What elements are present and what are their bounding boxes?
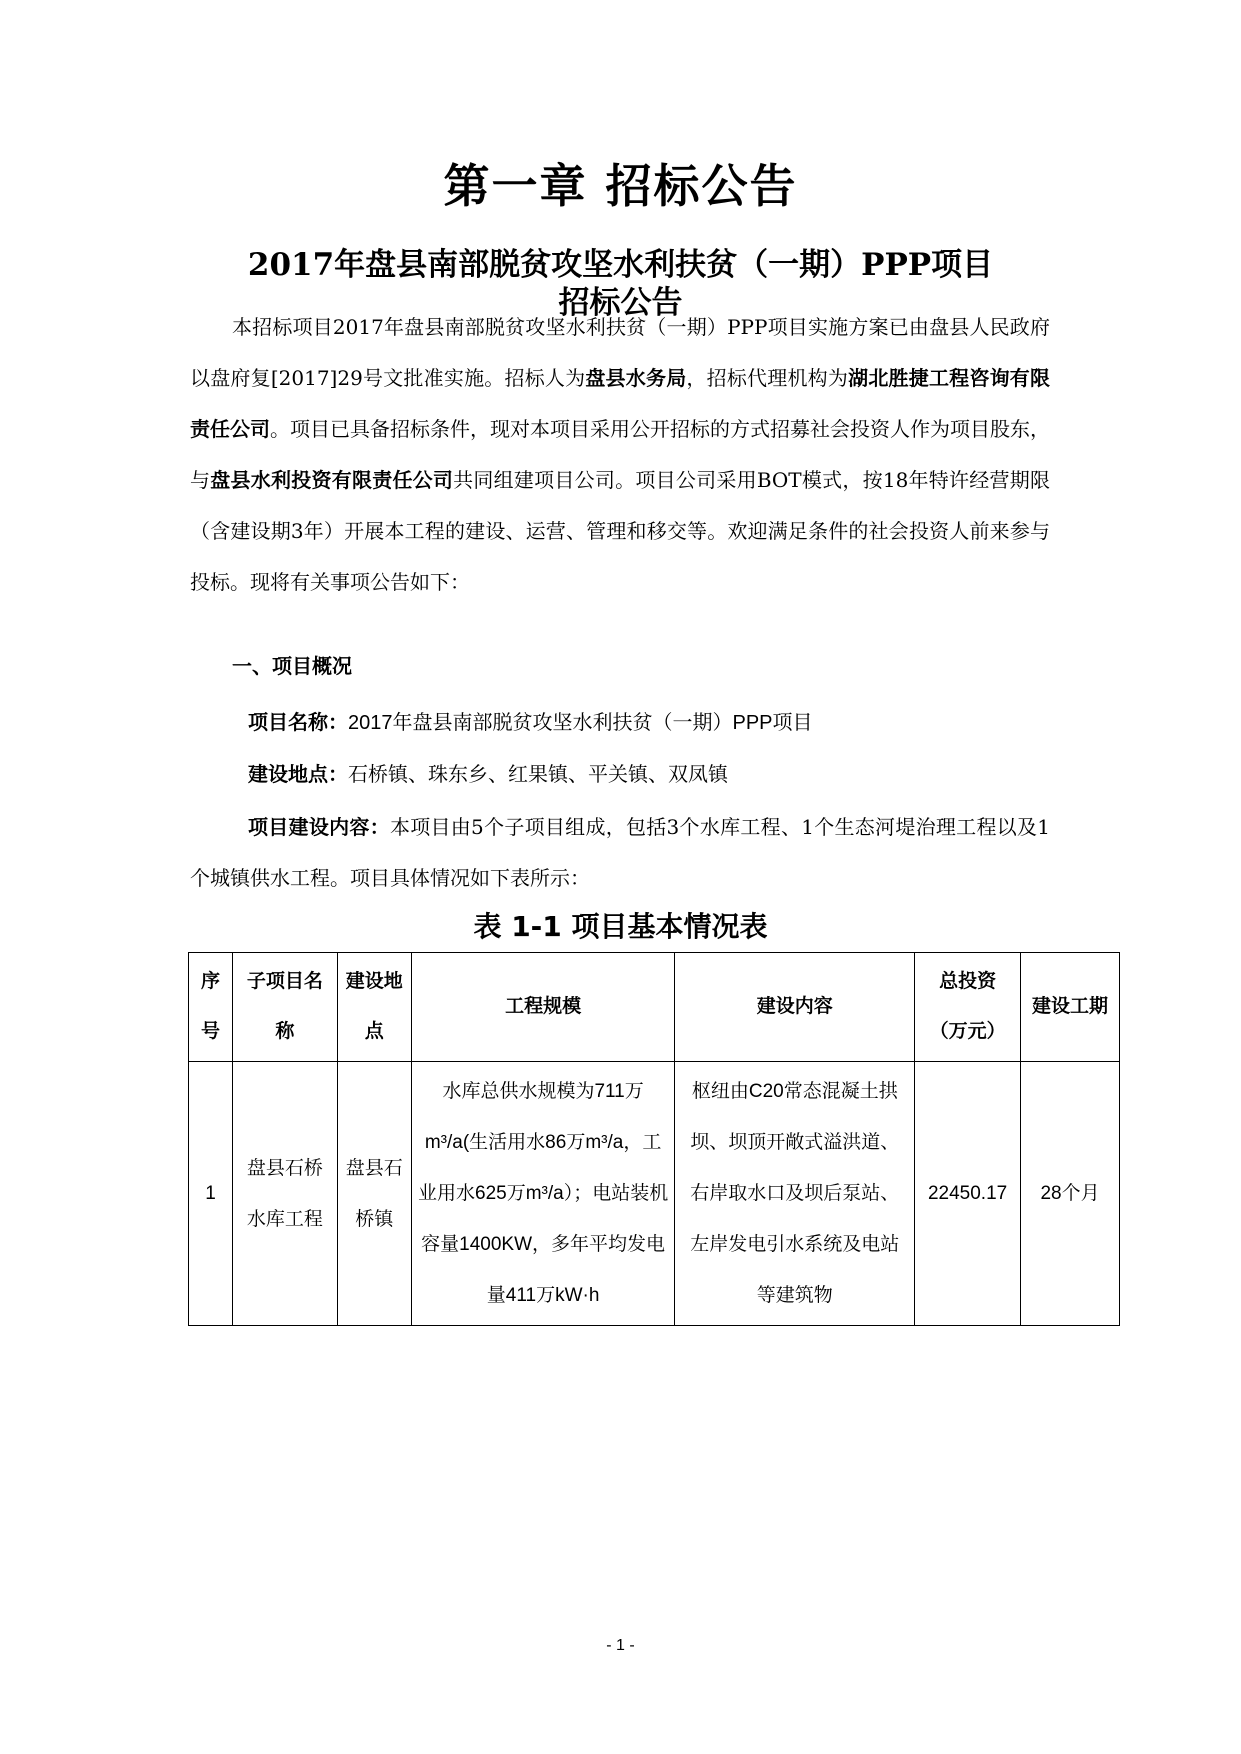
intro-text-3: 。项目已具备招标条件，现对本项目采用公开招标的方式招募社会投资人作为项目股东，与: [190, 417, 1050, 492]
intro-text-2: ，招标代理机构为: [686, 366, 849, 390]
cell-no: 1: [189, 1062, 233, 1326]
cell-location: 盘县石桥镇: [337, 1062, 411, 1326]
construction-content: [190, 802, 1050, 904]
document-title-line2: 招标公告: [558, 285, 683, 321]
project-name-value: 2017年盘县南部脱贫攻坚水利扶贫（一期）PPP项目: [348, 712, 813, 734]
intro-text-1: 本招标项目2017年盘县南部脱贫攻坚水利扶贫（一期）PPP项目实施方案已由盘县人民政府以盘府复[2017]29号文批准实施。招标人为: [190, 315, 1050, 390]
intro-text-4: 共同组建项目公司。项目公司采用BOT模式，按18年特许经营期限（含建设期3年）开展本工程的建设、运营、管理和移交等。欢迎满足条件的社会投资人前来参与投标。现将有关事项公告如下：: [190, 468, 1050, 594]
header-location: 建设地点: [337, 953, 411, 1062]
intro-paragraph: [190, 302, 1050, 608]
cell-content: 枢纽由C20常态混凝土拱坝、坝顶开敞式溢洪道、右岸取水口及坝后泵站、左岸发电引水系统及电站等建筑物: [675, 1062, 915, 1326]
location-value: 石桥镇、珠东乡、红果镇、平关镇、双凤镇: [348, 764, 728, 786]
location-row: [248, 749, 728, 801]
cell-period: 28个月: [1021, 1062, 1120, 1326]
page-number: - 1 -: [606, 1637, 635, 1654]
location-label: 建设地点：: [248, 762, 348, 786]
project-table: [188, 952, 1120, 1326]
tenderer-name: 盘县水务局: [585, 366, 687, 390]
table-caption: 表 1-1 项目基本情况表: [473, 910, 768, 943]
cell-name: 盘县石桥水库工程: [232, 1062, 337, 1326]
header-name: 子项目名称: [232, 953, 337, 1062]
section-heading: 一、项目概况: [232, 654, 352, 678]
header-content: 建设内容: [675, 953, 915, 1062]
cell-investment: 22450.17: [915, 1062, 1021, 1326]
header-no: 序号: [189, 953, 233, 1062]
table-row: [189, 1062, 1120, 1326]
chapter-title: 第一章 招标公告: [443, 159, 798, 213]
cell-scale: 水库总供水规模为711万m³/a(生活用水86万m³/a，工业用水625万m³/a）；电站装机容量1400KW，多年平均发电量411万kW·h: [411, 1062, 675, 1326]
header-investment: 总投资（万元）: [915, 953, 1021, 1062]
document-title-line1: 2017年盘县南部脱贫攻坚水利扶贫（一期）PPP项目: [247, 247, 994, 283]
header-scale: 工程规模: [411, 953, 675, 1062]
partner-name: 盘县水利投资有限责任公司: [210, 468, 454, 492]
project-name-row: [248, 697, 813, 749]
content-label: 项目建设内容：: [248, 815, 390, 839]
table-header-row: [189, 953, 1120, 1062]
agency-name: 湖北胜捷工程咨询有限责任公司: [190, 366, 1051, 441]
project-name-label: 项目名称：: [248, 710, 348, 734]
header-period: 建设工期: [1021, 953, 1120, 1062]
content-value: 本项目由5个子项目组成，包括3个水库工程、1个生态河堤治理工程以及1个城镇供水工程。项目具体情况如下表所示：: [190, 815, 1051, 890]
